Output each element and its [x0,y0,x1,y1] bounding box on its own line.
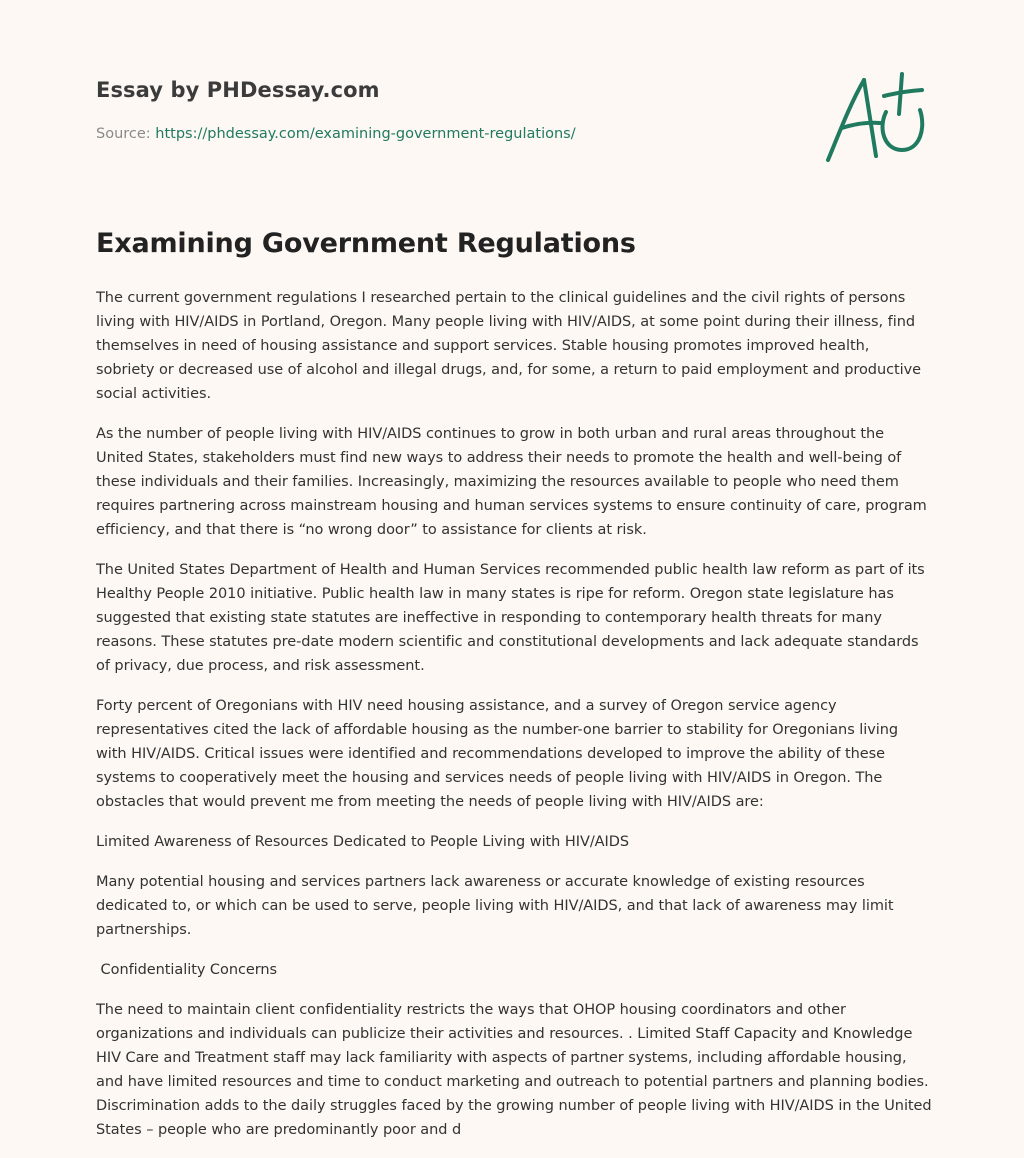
a-plus-grade-icon [820,66,932,166]
section-subheading: Confidentiality Concerns [96,962,278,978]
article-body [96,286,932,1158]
paragraph: As the number of people living with HIV/AIDS continues to grow in both urban and rural areas throughout the United States, stakeholders must find new ways to address their needs to promote the health and well-being of these individuals and their families. Increasingly, maximizing the resources available to people who need them requires partnering across mainstream housing and human services systems to ensure continuity of care, program efficiency, and that there is “no wrong door” to assistance for clients at risk. [96,426,927,538]
paragraph: Forty percent of Oregonians with HIV need housing assistance, and a survey of Oregon service agency representatives cited the lack of affordable housing as the number-one barrier to stability for Oregonians living with HIV/AIDS. Critical issues were identified and recommendations developed to improve the ability of these systems to cooperatively meet the housing and services needs of people living with HIV/AIDS in Oregon. The obstacles that would prevent me from meeting the needs of people living with HIV/AIDS are: [96,698,899,810]
source-label: Source: [96,126,156,142]
source-link[interactable]: https://phdessay.com/examining-government-regulations/ [155,126,576,142]
paragraph: The current government regulations I researched pertain to the clinical guidelines and the civil rights of persons living with HIV/AIDS in Portland, Oregon. Many people living with HIV/AIDS, at some point during their illness, find themselves in need of housing assistance and support services. Stable housing promotes improved health, sobriety or decreased use of alcohol and illegal drugs, and, for some, a return to paid employment and productive social activities. [96,290,922,402]
paragraph: The need to maintain client confidentiality restricts the ways that OHOP housing coordinators and other organizations and individuals can publicize their activities and resources. . Limited Staff Capacity and Knowledge HIV Care and Treatment staff may lack familiarity with aspects of partner systems, including affordable housing, and have limited resources and time to conduct marketing and outreach to potential partners and planning bodies. Discrimination adds to the daily struggles faced by the growing number of people living with HIV/AIDS in the United States – people who are predominantly poor and d [96,1002,932,1138]
section-subheading: Limited Awareness of Resources Dedicated to People Living with HIV/AIDS [96,834,630,850]
paragraph: The United States Department of Health and Human Services recommended public health law reform as part of its Healthy People 2010 initiative. Public health law in many states is ripe for reform. Oregon state legislature has suggested that existing state statutes are ineffective in responding to contemporary health threats for many reasons. These statutes pre-date modern scientific and constitutional developments and lack adequate standards of privacy, due process, and risk assessment. [96,562,925,674]
source-line [96,124,796,144]
brand-title: Essay by PHDessay.com [96,78,380,102]
article-title: Examining Government Regulations [96,228,636,259]
paragraph: Many potential housing and services partners lack awareness or accurate knowledge of existing resources dedicated to, or which can be used to serve, people living with HIV/AIDS, and that lack of awareness may limit partnerships. [96,874,894,938]
site-header [96,76,796,144]
